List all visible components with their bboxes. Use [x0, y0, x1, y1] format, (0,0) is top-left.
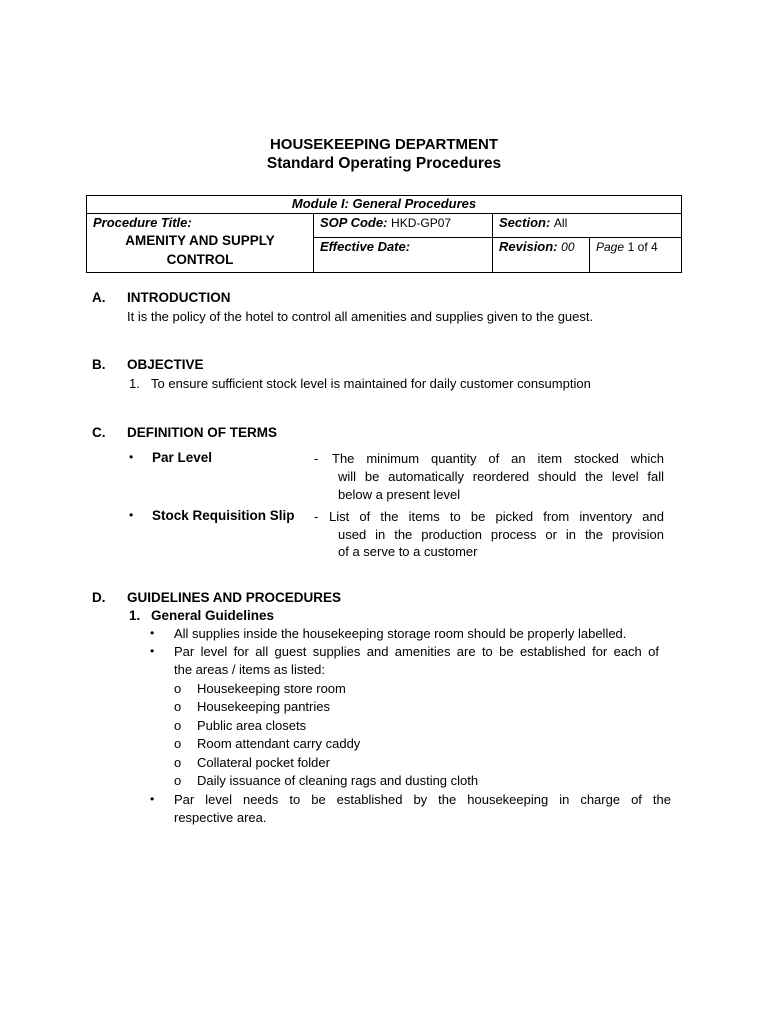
- circle-bullet-icon: o: [174, 699, 182, 714]
- sub-item: Room attendant carry caddy: [197, 736, 361, 751]
- section-c-letter: C.: [92, 425, 106, 440]
- sop-code-cell: [314, 214, 493, 238]
- sop-code-value: HKD-GP07: [391, 216, 452, 230]
- section-b-item-number: 1.: [129, 376, 140, 391]
- sop-code-label: SOP Code:: [320, 215, 388, 230]
- section-b-letter: B.: [92, 357, 106, 372]
- guideline-bullet-3-line1: Par level needs to be established by the housekeeping in charge of the: [174, 792, 671, 807]
- term-par-level: Par Level: [152, 450, 213, 465]
- section-a-title: INTRODUCTION: [127, 290, 231, 305]
- section-label: Section:: [499, 215, 551, 230]
- section-b-title: OBJECTIVE: [127, 357, 204, 372]
- term-par-level-def-line2: will be automatically reordered should the level fall: [338, 469, 664, 484]
- procedure-title-line2: CONTROL: [166, 252, 234, 267]
- circle-bullet-icon: o: [174, 718, 182, 733]
- term-par-level-def-line1: The minimum quantity of an item stocked which: [332, 451, 664, 466]
- page-value: 1 of 4: [627, 239, 658, 254]
- guideline-bullet-2-line1: Par level for all guest supplies and amenities are to be established for each of: [174, 644, 659, 659]
- bullet-icon: •: [150, 626, 155, 640]
- module-title: Module I: General Procedures: [87, 196, 682, 214]
- term-stock-requisition-slip: Stock Requisition Slip: [152, 508, 295, 523]
- section-c-title: DEFINITION OF TERMS: [127, 425, 277, 440]
- sop-header-table: [86, 195, 682, 273]
- revision-value: 00: [561, 239, 575, 254]
- circle-bullet-icon: o: [174, 736, 182, 751]
- term-srs-def-line1: List of the items to be picked from inventory and: [329, 509, 664, 524]
- section-d-letter: D.: [92, 590, 106, 605]
- section-value: All: [553, 216, 568, 230]
- revision-label: Revision:: [499, 238, 558, 254]
- circle-bullet-icon: o: [174, 773, 182, 788]
- bullet-icon: •: [150, 792, 155, 806]
- page-label: Page: [596, 239, 625, 254]
- sub-item: Collateral pocket folder: [197, 755, 330, 770]
- subsection-title: General Guidelines: [151, 608, 275, 623]
- circle-bullet-icon: o: [174, 755, 182, 770]
- section-a-letter: A.: [92, 290, 106, 305]
- sub-item: Daily issuance of cleaning rags and dusting cloth: [197, 773, 479, 788]
- procedure-title-cell: [87, 214, 314, 273]
- procedure-title-line1: AMENITY AND SUPPLY: [125, 233, 275, 248]
- guideline-bullet-3-line2: respective area.: [174, 810, 267, 825]
- term-srs-def-line3: of a serve to a customer: [338, 544, 478, 559]
- term-par-level-def-line3: below a present level: [338, 487, 461, 502]
- procedure-title-label: Procedure Title:: [93, 215, 192, 230]
- circle-bullet-icon: o: [174, 681, 182, 696]
- section-b-item-text: To ensure sufficient stock level is maintained for daily customer consumption: [151, 376, 591, 391]
- effective-date-cell: [314, 237, 493, 272]
- term-dash: -: [314, 509, 319, 524]
- section-d-title: GUIDELINES AND PROCEDURES: [127, 590, 342, 605]
- sub-item: Public area closets: [197, 718, 307, 733]
- subsection-number: 1.: [129, 608, 141, 623]
- document-title: HOUSEKEEPING DEPARTMENT: [269, 136, 499, 153]
- guideline-bullet-2-line2: the areas / items as listed:: [174, 662, 326, 677]
- sub-item: Housekeeping pantries: [197, 699, 330, 714]
- bullet-icon: •: [129, 450, 134, 464]
- bullet-icon: •: [150, 644, 155, 658]
- section-cell: [493, 214, 682, 238]
- document-subtitle: Standard Operating Procedures: [266, 155, 502, 172]
- guideline-bullet-1: All supplies inside the housekeeping storage room should be properly labelled.: [174, 626, 627, 641]
- revision-cell: [493, 237, 590, 272]
- section-a-text: It is the policy of the hotel to control all amenities and supplies given to the guest.: [127, 309, 594, 324]
- term-dash: -: [314, 451, 319, 466]
- effective-date-label: Effective Date:: [320, 238, 411, 254]
- bullet-icon: •: [129, 508, 134, 522]
- page-cell: [590, 237, 682, 272]
- term-srs-def-line2: used in the production process or in the provision: [338, 527, 664, 542]
- sub-item: Housekeeping store room: [197, 681, 346, 696]
